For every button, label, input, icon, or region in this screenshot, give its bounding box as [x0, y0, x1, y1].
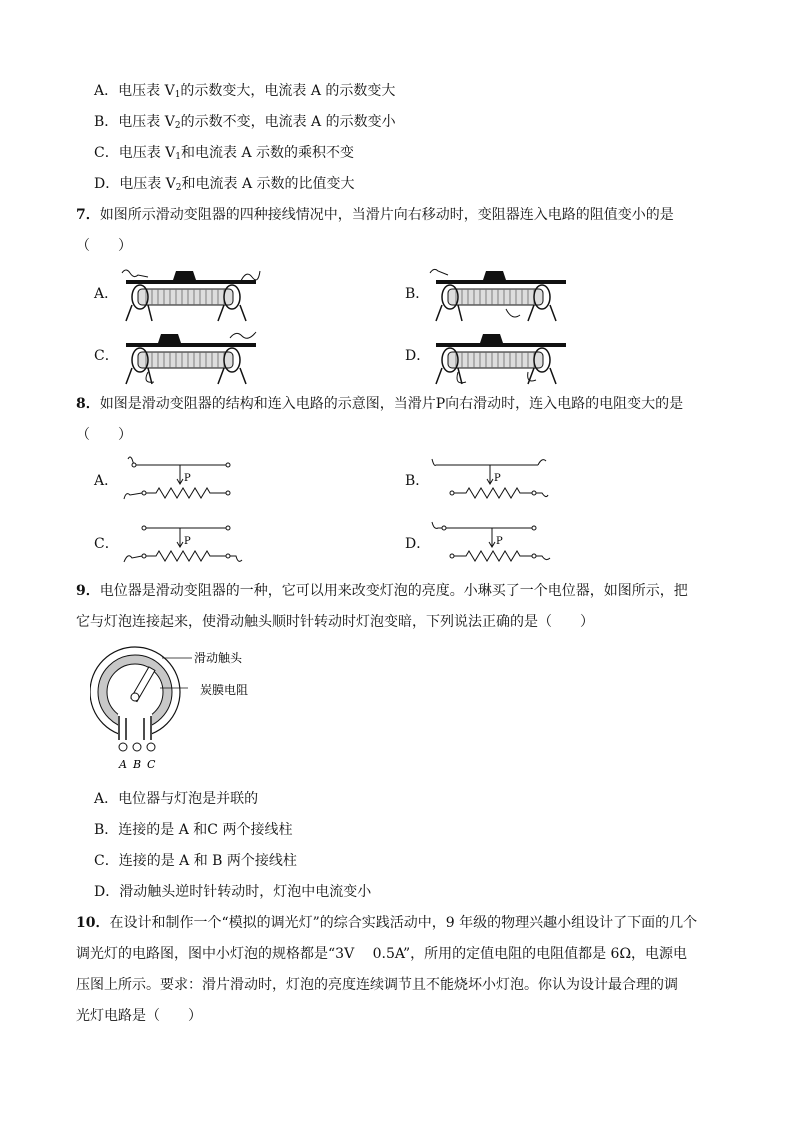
q9-stem-line2: 它与灯泡连接起来，使滑动触头顺时针转动时灯泡变暗，下列说法正确的是（ ） — [76, 614, 594, 630]
q10-stem-line1: 10．在设计和制作一个“模拟的调光灯”的综合实践活动中，9 年级的物理兴趣小组设计了下面的几个 — [76, 915, 698, 931]
q8-a-slider-label: P — [184, 473, 191, 484]
q7-stem-line2: （ ） — [76, 238, 132, 254]
q9-potentiometer-figure — [90, 642, 270, 772]
q8-d-slider-label: P — [496, 536, 503, 547]
q8-stem-line1: 8．如图是滑动变阻器的结构和连入电路的示意图，当滑片P向右滑动时，连入电路的电阻变大的是 — [76, 396, 684, 412]
q8-b-slider-label: P — [494, 473, 501, 484]
q10-stem-line4: 光灯电路是（ ） — [76, 1008, 202, 1024]
q10-stem-line2: 调光灯的电路图，图中小灯泡的规格都是“3V 0.5A”，所用的定值电阻的电阻值都是 6Ω，电源电 — [76, 946, 688, 962]
q8-label-c: C． — [94, 536, 119, 552]
q7-stem-line1: 7．如图所示滑动变阻器的四种接线情况中，当滑片向右移动时，变阻器连入电路的阻值变小的是 — [76, 207, 674, 223]
q6-option-b: B．电压表 $V_2$的示数不变，电流表 A 的示数变小 — [94, 114, 396, 131]
q6-option-a: A．电压表 $V_1$的示数变大，电流表 A 的示数变大 — [94, 83, 396, 100]
q8-schematic-b — [428, 455, 553, 505]
q7-label-b: B． — [405, 286, 430, 302]
q6-option-d: D．电压表 $V_2$和电流表 A 示数的比值变大 — [94, 176, 355, 193]
q8-label-d: D． — [405, 536, 431, 552]
q8-label-a: A． — [94, 473, 119, 489]
q8-schematic-d — [428, 518, 553, 568]
q6-option-c: C．电压表 $V_1$和电流表 A 示数的乘积不变 — [94, 145, 355, 162]
q8-c-slider-label: P — [184, 536, 191, 547]
q8-schematic-a — [120, 455, 240, 505]
q10-stem-line3: 压图上所示。要求：滑片滑动时，灯泡的亮度连续调节且不能烧坏小灯泡。你认为设计最合理的调 — [76, 977, 678, 993]
q7-rheostat-figure-c — [118, 328, 263, 388]
q9-label-slider: 滑动触头 — [194, 651, 243, 665]
q9-terminal-b: B — [133, 758, 142, 771]
q9-terminal-a: A — [119, 758, 127, 771]
q8-label-b: B． — [405, 473, 430, 489]
q9-option-a: A．电位器与灯泡是并联的 — [94, 791, 259, 807]
q9-terminal-c: C — [147, 758, 156, 771]
q9-label-film: 炭膜电阻 — [200, 683, 249, 697]
q9-option-c: C．连接的是 A 和 B 两个接线柱 — [94, 853, 297, 869]
q7-rheostat-figure-d — [428, 328, 573, 388]
q7-label-a: A． — [94, 286, 119, 302]
q7-label-d: D． — [405, 348, 431, 364]
q7-rheostat-figure-b — [428, 265, 573, 325]
q8-stem-line2: （ ） — [76, 427, 132, 443]
q7-label-c: C． — [94, 348, 119, 364]
q8-schematic-c — [120, 518, 245, 568]
q9-option-b: B．连接的是 A 和C 两个接线柱 — [94, 822, 293, 838]
q7-rheostat-figure-a — [118, 265, 263, 325]
q9-option-d: D．滑动触头逆时针转动时，灯泡中电流变小 — [94, 884, 372, 900]
q9-stem-line1: 9．电位器是滑动变阻器的一种，它可以用来改变灯泡的亮度。小琳买了一个电位器，如图所示，把 — [76, 583, 688, 599]
